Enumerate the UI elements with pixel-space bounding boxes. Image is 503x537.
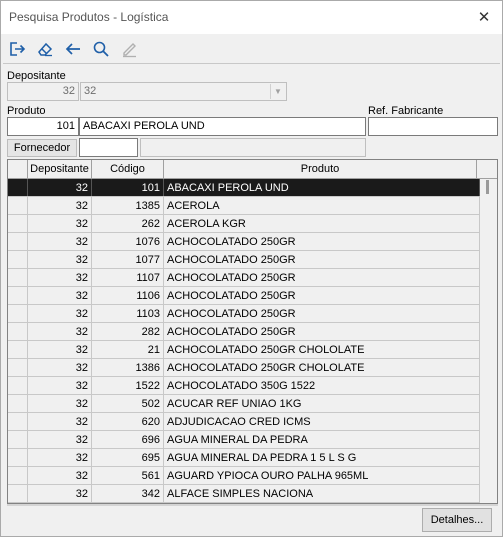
fornecedor-desc-field [140,138,366,157]
cell-depositante: 32 [28,233,92,250]
row-indicator[interactable] [8,341,28,358]
cell-depositante: 32 [28,395,92,412]
ref-fabricante-label: Ref. Fabricante [368,105,444,117]
cell-produto: ALFACE SIMPLES NACIONA [164,485,480,502]
cell-depositante: 32 [28,467,92,484]
cell-depositante: 32 [28,287,92,304]
cell-codigo: 1386 [92,359,164,376]
edit-pencil-icon [120,40,138,58]
vertical-scrollbar[interactable] [480,179,497,503]
back-arrow-icon [64,40,82,58]
scrollbar-thumb[interactable] [486,180,489,194]
table-row[interactable] [8,197,480,215]
exit-button[interactable] [6,37,28,61]
toolbar-divider [3,63,500,64]
cell-depositante: 32 [28,377,92,394]
cell-codigo: 1076 [92,233,164,250]
cell-codigo: 695 [92,449,164,466]
row-indicator[interactable] [8,197,28,214]
table-row[interactable] [8,323,480,341]
details-button[interactable]: Detalhes... [422,508,492,532]
row-indicator[interactable] [8,215,28,232]
cell-produto: ACHOCOLATADO 250GR CHOLOLATE [164,341,480,358]
table-row[interactable] [8,287,480,305]
cell-codigo: 262 [92,215,164,232]
cell-depositante: 32 [28,215,92,232]
row-indicator[interactable] [8,467,28,484]
row-indicator[interactable] [8,449,28,466]
table-row[interactable] [8,449,480,467]
cell-codigo: 1106 [92,287,164,304]
cell-codigo: 1107 [92,269,164,286]
cell-produto: ACHOCOLATADO 250GR [164,233,480,250]
fornecedor-code-input[interactable] [79,138,138,157]
table-row[interactable] [8,233,480,251]
cell-codigo: 502 [92,395,164,412]
table-row[interactable] [8,179,480,197]
cell-produto: ACUCAR REF UNIAO 1KG [164,395,480,412]
table-row[interactable] [8,413,480,431]
toolbar [1,35,502,63]
cell-codigo: 620 [92,413,164,430]
cell-depositante: 32 [28,323,92,340]
cell-codigo: 1077 [92,251,164,268]
cell-depositante: 32 [28,359,92,376]
cell-produto: ACHOCOLATADO 250GR [164,251,480,268]
cell-depositante: 32 [28,269,92,286]
depositante-combo [80,82,287,101]
title-bar [1,1,502,34]
exit-icon [8,40,26,58]
cell-produto: AGUA MINERAL DA PEDRA 1 5 L S G [164,449,480,466]
cell-depositante: 32 [28,431,92,448]
search-icon [92,40,110,58]
row-indicator[interactable] [8,323,28,340]
table-row[interactable] [8,485,480,503]
cell-produto: ACEROLA KGR [164,215,480,232]
grid-rows [8,179,480,503]
cell-depositante: 32 [28,341,92,358]
table-row[interactable] [8,377,480,395]
eraser-icon [36,40,54,58]
cell-produto: ADJUDICACAO CRED ICMS [164,413,480,430]
products-grid[interactable] [7,159,498,504]
cell-produto: ABACAXI PEROLA UND [164,179,480,196]
row-indicator[interactable] [8,359,28,376]
cell-produto: ACHOCOLATADO 250GR [164,323,480,340]
cell-produto: ACHOCOLATADO 250GR [164,287,480,304]
edit-button[interactable] [118,37,140,61]
produto-code-input[interactable]: 101 [7,117,79,136]
grid-header-indicator [8,160,28,178]
cell-depositante: 32 [28,251,92,268]
clear-button[interactable] [34,37,56,61]
cell-codigo: 561 [92,467,164,484]
depositante-code-field: 32 [7,82,79,101]
row-indicator[interactable] [8,395,28,412]
table-row[interactable] [8,341,480,359]
fornecedor-label: Fornecedor [7,139,77,157]
grid-header [8,160,497,179]
produto-label: Produto [7,105,46,117]
cell-codigo: 1522 [92,377,164,394]
cell-codigo: 1385 [92,197,164,214]
cell-codigo: 696 [92,431,164,448]
cell-codigo: 342 [92,485,164,502]
cell-produto: ACHOCOLATADO 250GR CHOLOLATE [164,359,480,376]
close-icon: ✕ [477,9,491,26]
produto-desc-input[interactable]: ABACAXI PEROLA UND [79,117,366,136]
cell-depositante: 32 [28,197,92,214]
row-indicator[interactable] [8,269,28,286]
row-indicator[interactable] [8,287,28,304]
grid-bottom-edge [7,504,498,506]
depositante-label: Depositante [7,70,66,82]
table-row[interactable] [8,467,480,485]
cell-codigo: 101 [92,179,164,196]
ref-fabricante-input[interactable] [368,117,498,136]
table-row[interactable] [8,359,480,377]
cell-produto: ACHOCOLATADO 250GR [164,269,480,286]
cell-codigo: 282 [92,323,164,340]
row-indicator[interactable] [8,305,28,322]
cell-produto: AGUARD YPIOCA OURO PALHA 965ML [164,467,480,484]
window-title: Pesquisa Produtos - Logística [9,10,169,24]
row-indicator[interactable] [8,485,28,502]
close-button[interactable] [466,1,502,33]
back-button[interactable] [62,37,84,61]
cell-depositante: 32 [28,305,92,322]
cell-produto: AGUA MINERAL DA PEDRA [164,431,480,448]
table-row[interactable] [8,251,480,269]
row-indicator[interactable] [8,251,28,268]
cell-depositante: 32 [28,179,92,196]
chevron-down-icon: ▼ [270,84,285,99]
cell-depositante: 32 [28,449,92,466]
cell-codigo: 21 [92,341,164,358]
row-indicator[interactable] [8,413,28,430]
cell-codigo: 1103 [92,305,164,322]
depositante-combo-value: 32 [84,85,97,97]
search-button[interactable] [90,37,112,61]
column-header-depositante[interactable]: Depositante [28,160,92,178]
cell-produto: ACHOCOLATADO 350G 1522 [164,377,480,394]
cell-depositante: 32 [28,413,92,430]
row-indicator[interactable] [8,377,28,394]
cell-depositante: 32 [28,485,92,502]
cell-produto: ACEROLA [164,197,480,214]
table-row[interactable] [8,269,480,287]
row-indicator[interactable] [8,431,28,448]
cell-produto: ACHOCOLATADO 250GR [164,305,480,322]
row-indicator[interactable] [8,233,28,250]
table-row[interactable] [8,215,480,233]
column-header-codigo[interactable]: Código [92,160,164,178]
table-row[interactable] [8,431,480,449]
table-row[interactable] [8,395,480,413]
column-header-produto[interactable]: Produto [164,160,477,178]
table-row[interactable] [8,305,480,323]
row-indicator[interactable] [8,179,28,196]
